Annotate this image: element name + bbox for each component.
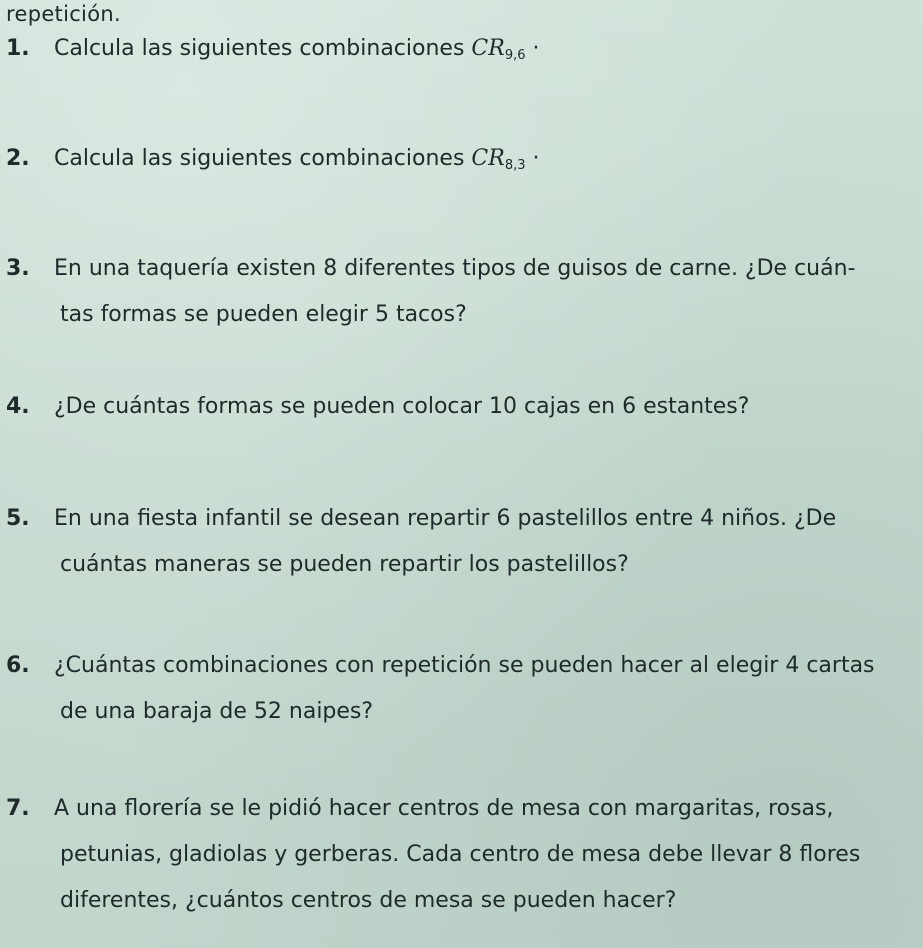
problem-2 (6, 136, 906, 189)
problem-text-continued: petunias, gladiolas y gerberas. Cada centro de mesa debe llevar 8 flores (60, 842, 861, 867)
problem-number: 6. (6, 653, 30, 678)
problem-5 (6, 496, 906, 588)
problem-number: 4. (6, 394, 30, 419)
problem-text: ¿Cuántas combinaciones con repetición se pueden hacer al elegir 4 cartas (54, 653, 875, 678)
problem-text: En una fiesta infantil se desean repartir 6 pastelillos entre 4 niños. ¿De (54, 506, 837, 531)
problem-number: 5. (6, 506, 30, 531)
problem-text: Calcula las siguientes combinaciones $CR_{9,6}$ · (54, 36, 540, 63)
problem-number: 3. (6, 256, 30, 281)
problem-3 (6, 246, 906, 338)
math-symbol: $CR_{8,3}$ (471, 146, 526, 173)
problem-text-continued: diferentes, ¿cuántos centros de mesa se pueden hacer? (60, 888, 677, 913)
problem-7 (6, 786, 906, 924)
problem-number: 2. (6, 146, 30, 171)
problem-text: En una taquería existen 8 diferentes tipos de guisos de carne. ¿De cuán- (54, 256, 856, 281)
section-header: repetición. (6, 2, 121, 26)
problem-text: Calcula las siguientes combinaciones $CR_{8,3}$ · (54, 146, 540, 173)
problem-text-continued: de una baraja de 52 naipes? (60, 699, 374, 724)
problem-text: A una florería se le pidió hacer centros de mesa con margaritas, rosas, (54, 796, 834, 821)
problem-text: ¿De cuántas formas se pueden colocar 10 cajas en 6 estantes? (54, 394, 750, 419)
problem-number: 1. (6, 36, 30, 61)
problem-text-continued: cuántas maneras se pueden repartir los pastelillos? (60, 552, 629, 577)
problem-4 (6, 384, 906, 430)
problem-1 (6, 26, 906, 79)
problem-text-continued: tas formas se pueden elegir 5 tacos? (60, 302, 467, 327)
problem-number: 7. (6, 796, 30, 821)
math-symbol: $CR_{9,6}$ (471, 36, 526, 63)
problem-6 (6, 643, 906, 735)
